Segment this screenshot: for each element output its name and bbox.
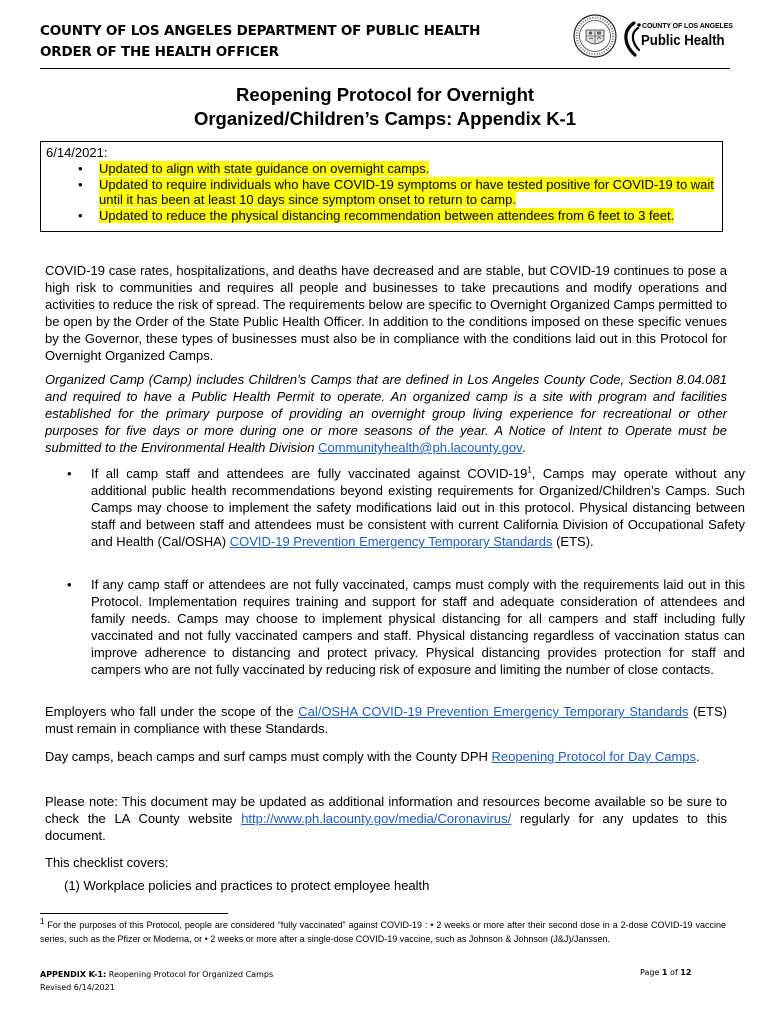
day-camps-protocol-link[interactable]: Reopening Protocol for Day Camps <box>491 749 697 764</box>
definition-paragraph <box>45 371 727 456</box>
coronavirus-website-link[interactable]: http://www.ph.lacounty.gov/media/Coronavirus/ <box>241 811 512 826</box>
header-divider <box>40 68 730 69</box>
community-health-email-link[interactable]: Communityhealth@ph.lacounty.gov <box>318 440 523 455</box>
update-text: Updated to require individuals who have COVID-19 symptoms or have tested positive for COVID-19 to wait until it has been at least 10 days since symptom onset to return to camp. <box>99 176 714 207</box>
intro-text: COVID-19 case rates, hospitalizations, and deaths have decreased and are stable, but COVID-19 continues to pose a high risk to communities and requires all people and businesses to take precautions and modify operations and activities to reduce the risk of spread. The requirements below are specific to Overnight Organized Camps permitted to be open by the Order of the State Public Health Officer. In addition to the conditions imposed on these specific venues by the Governor, these types of businesses must also be in compliance with the conditions laid out in this Protocol for Overnight Organized Camps. <box>45 263 727 363</box>
logo-public-health-text: Public Health <box>641 32 725 49</box>
update-date: 6/14/2021: <box>46 145 108 160</box>
bullet1-text-b: , Camps may operate without any additional public health recommendations beyond existing requirements for Organized/Children’s Camps. Such Camps may choose to implement the safety modifications laid out in this protocol. Physical distancing between staff and between staff and attendees must be consistent with current California Division of Occupational Safety and Health (Cal/OSHA) <box>91 466 745 549</box>
bullet1-text-a: If all camp staff and attendees are fully vaccinated against COVID-19 <box>91 466 528 481</box>
checklist-intro <box>45 854 727 871</box>
bullet-icon: • <box>78 207 83 223</box>
bullet-icon: • <box>78 161 83 176</box>
checklist-item-text: (1) Workplace policies and practices to protect employee health <box>64 878 430 893</box>
note-text-a: Please note: This document may be updated as additional information and resources become available so be sure to check the LA County website <box>45 794 727 826</box>
footnote-divider <box>40 913 228 914</box>
bullet-icon: • <box>67 466 72 481</box>
bullet-not-vaccinated <box>45 576 745 696</box>
title-line-1: Reopening Protocol for Overnight <box>235 84 535 105</box>
employers-text-a: Employers who fall under the scope of the <box>45 704 299 719</box>
document-title <box>0 83 770 131</box>
bullet-icon: • <box>67 577 72 592</box>
update-text: Updated to reduce the physical distancing recommendation between attendees from 6 feet to 3 feet. <box>99 207 675 223</box>
title-line-2: Organized/Children’s Camps: Appendix K-1 <box>193 108 577 129</box>
footnote-mark: 1 <box>40 917 45 926</box>
logo-county-text: COUNTY OF LOS ANGELES <box>642 23 733 30</box>
ets-link[interactable]: COVID-19 Prevention Emergency Temporary Standards <box>229 534 553 549</box>
employers-text-b: (ETS) must remain in compliance with these Standards. <box>45 704 727 736</box>
definition-end: . <box>522 440 527 455</box>
header-agency: COUNTY OF LOS ANGELES DEPARTMENT OF PUBLIC HEALTH <box>40 23 481 39</box>
update-item <box>41 161 722 177</box>
update-item <box>41 208 722 224</box>
page-current: 1 <box>661 968 668 977</box>
checklist-item <box>64 877 724 894</box>
public-health-mark-icon <box>620 21 642 57</box>
county-seal-icon <box>573 14 617 58</box>
checklist-covers-text: This checklist covers: <box>45 855 169 870</box>
daycamps-paragraph <box>45 748 727 765</box>
bullet1-end: (ETS). <box>552 534 594 549</box>
public-health-logo <box>620 20 733 60</box>
footer-revised: Revised 6/14/2021 <box>40 983 115 992</box>
footnote-text: For the purposes of this Protocol, people are considered “fully vaccinated” against COVID-19 : • 2 weeks or more after their second dose in a 2-dose COVID-19 vaccine series, such as the Pfizer or Moderna, or • 2 weeks or more after a single-dose COVID-19 vaccine, such as Johnson & Johnson (J&J)/Janssen. <box>40 920 726 944</box>
bullet-icon: • <box>78 176 83 192</box>
intro-paragraph <box>45 262 727 364</box>
note-text-b: regularly for any updates to this document. <box>45 811 727 843</box>
note-paragraph <box>45 793 727 844</box>
footnote-ref: 1 <box>527 465 532 475</box>
footnote <box>40 918 726 946</box>
update-text: Updated to align with state guidance on overnight camps. <box>99 161 430 176</box>
definition-text: Organized Camp (Camp) includes Children’s Camps that are defined in Los Angeles County Code, Section 8.04.081 and required to have a Public Health Permit to operate. An organized camp is a site with program and facilities established for the primary purpose of providing an overnight group living experience for recreational or other purposes for five days or more during one or more seasons of the year. A Notice of Intent to Operate must be submitted to the Environmental Health Division <box>45 372 727 455</box>
update-notes-box <box>40 141 723 232</box>
daycamps-text-b: . <box>696 749 700 764</box>
bullet-vaccinated <box>45 465 745 567</box>
update-list <box>41 161 722 223</box>
header-order: ORDER OF THE HEALTH OFFICER <box>40 44 279 60</box>
update-item <box>41 177 722 208</box>
page-number <box>640 968 691 977</box>
employers-paragraph <box>45 703 727 737</box>
bullet-not-vaccinated-text: If any camp staff or attendees are not fully vaccinated, camps must comply with the requirements laid out in this Protocol. Implementation requires training and support for staff and adequate consideration of attendees and family needs. Camps may choose to implement physical distancing for all campers and staff including fully vaccinated and not fully vaccinated campers and staff. Physical distancing regardless of vaccination status can improve adherence to distancing and protect privacy. Physical distancing provides protection for staff and campers who are not fully vaccinated by reducing risk of exposure and limiting the number of close contacts. <box>91 577 745 677</box>
daycamps-text-a: Day camps, beach camps and surf camps must comply with the County DPH <box>45 749 492 764</box>
bullet-vaccinated-text <box>91 465 745 550</box>
page-footer-left <box>40 968 273 994</box>
page-prefix: Page <box>640 968 662 977</box>
footer-appendix-label: APPENDIX K-1: <box>40 970 107 979</box>
page-of: of <box>667 968 681 977</box>
page-total: 12 <box>680 968 692 977</box>
document-header <box>40 21 480 63</box>
cal-osha-ets-link[interactable]: Cal/OSHA COVID-19 Prevention Emergency Temporary Standards <box>298 704 689 719</box>
footer-appendix-title: Reopening Protocol for Organized Camps <box>106 970 274 979</box>
